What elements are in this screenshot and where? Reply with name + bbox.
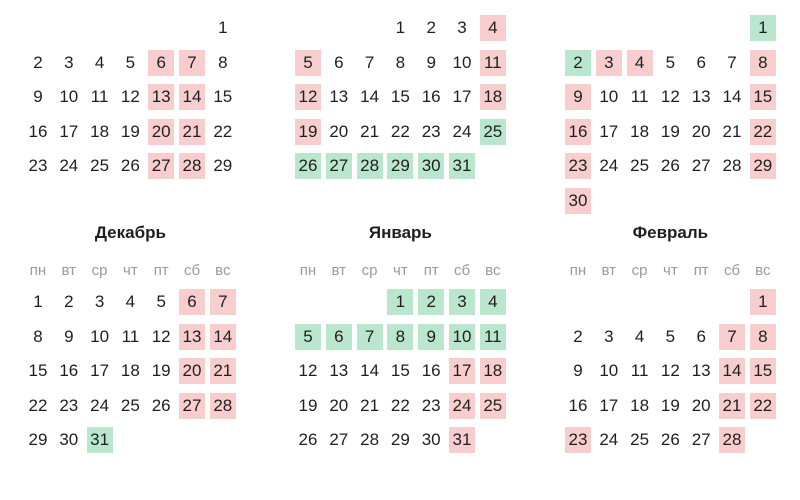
calendar-day: 22 [390,121,410,141]
calendar-day: 27 [691,156,711,175]
calendar-day: 19 [151,361,171,380]
calendar-day: 23 [565,427,591,453]
calendar-day: 2 [573,326,583,346]
calendar-day: 30 [59,430,79,449]
calendar-day: 25 [480,119,506,145]
calendar-day: 6 [334,52,344,72]
calendar-day: 5 [665,326,676,346]
calendar-day: 21 [210,358,236,384]
calendar-day: 21 [360,395,380,415]
calendar-day: 2 [565,50,591,76]
calendar-day: 24 [449,393,475,419]
calendar-day: 1 [33,292,43,311]
calendar-day: 3 [596,50,622,76]
calendar-day: 18 [630,121,650,141]
calendar-day: 13 [179,324,205,350]
weekday-label: ср [91,262,108,279]
calendar-day: 19 [295,119,321,145]
weekday-label: пт [153,262,169,279]
weekday-label: вт [331,262,347,279]
calendar-day: 27 [326,153,352,179]
calendar-day: 27 [329,430,349,449]
calendar-day: 6 [179,289,205,315]
weekday-label: ср [631,262,648,279]
calendar-day: 27 [179,393,205,419]
calendar-day: 22 [750,393,776,419]
weekday-label: пт [693,262,709,279]
calendar-day: 25 [90,156,110,175]
calendar-day: 10 [90,326,110,346]
calendar-day: 20 [329,121,349,141]
calendar-day: 29 [387,153,413,179]
calendar-day: 14 [179,84,205,110]
calendar-day: 12 [660,361,680,380]
calendar-day: 7 [719,324,745,350]
month-title: Декабрь [94,223,166,242]
calendar-day: 29 [750,153,776,179]
calendar-day: 18 [630,395,650,415]
calendar-day: 3 [94,292,105,311]
calendar-day: 12 [295,84,321,110]
calendar-day: 4 [480,289,506,315]
calendar-day: 20 [148,119,174,145]
calendar-day: 1 [750,15,776,41]
weekday-label: ср [361,262,378,279]
calendar-day: 2 [33,52,43,72]
calendar-day: 18 [120,361,140,380]
calendar-day: 24 [599,156,619,175]
calendar-day: 12 [298,361,318,380]
calendar-day: 28 [722,156,742,175]
month-title: Январь [368,223,432,242]
calendar-day: 22 [390,395,410,415]
calendar-day: 5 [295,324,321,350]
calendar-day: 27 [691,430,711,449]
calendar-day: 8 [750,50,776,76]
weekday-label: пн [29,262,47,279]
weekday-label: сб [723,262,741,279]
calendar-day: 10 [59,87,79,106]
calendar-day: 28 [210,393,236,419]
calendar-day: 6 [696,326,706,346]
weekday-label: пн [299,262,317,279]
weekday-label: сб [183,262,201,279]
calendar-day: 21 [722,121,742,141]
calendar-day: 1 [387,289,413,315]
calendar-day: 21 [719,393,745,419]
calendar-day: 5 [156,292,166,311]
calendar-day: 14 [722,87,742,106]
calendar-day: 11 [630,361,649,380]
calendar-day: 4 [627,50,653,76]
calendar-day: 17 [449,358,475,384]
calendar-day: 3 [457,18,467,37]
calendar-day: 30 [421,430,441,449]
calendar-day: 15 [213,87,233,106]
calendar-day: 26 [120,156,140,175]
calendar-day: 20 [691,395,711,415]
calendar-day: 24 [90,395,110,415]
calendar-day: 5 [295,50,321,76]
calendar-day: 9 [33,87,43,106]
calendar-day: 16 [59,361,79,380]
weekday-label: сб [453,262,471,279]
calendar-day: 15 [390,361,410,380]
weekday-label: вт [601,262,617,279]
calendar-day: 28 [357,153,383,179]
calendar-day: 13 [329,361,349,380]
calendar-day: 14 [360,361,380,380]
calendar-day: 7 [210,289,236,315]
calendar-day: 9 [64,326,74,346]
calendar-day: 19 [660,395,680,415]
calendar-day: 1 [218,18,228,37]
calendar-day: 5 [125,52,136,72]
calendar-day: 23 [421,121,441,141]
calendar-day: 16 [565,119,591,145]
calendar-day: 7 [364,52,375,72]
weekday-label: чт [663,262,678,279]
calendar-day: 19 [660,121,680,141]
calendar-day: 8 [33,326,43,346]
calendar-day: 17 [599,395,619,415]
calendar-day: 1 [395,18,406,37]
calendar-day: 2 [426,18,436,37]
calendar-day: 14 [360,87,380,106]
calendar-day: 31 [449,153,475,179]
calendar-day: 6 [148,50,174,76]
calendar-day: 26 [151,395,171,415]
calendar-day: 27 [148,153,174,179]
weekday-label: вт [61,262,77,279]
calendar-day: 8 [750,324,776,350]
calendar-day: 25 [630,156,650,175]
calendar-day: 12 [120,87,140,106]
calendar-day: 4 [125,292,136,311]
calendar-day: 8 [395,52,406,72]
calendar-day: 7 [727,52,737,72]
calendar-day: 2 [418,289,444,315]
calendar-day: 25 [630,430,650,449]
calendar-day: 7 [357,324,383,350]
calendar-day: 10 [452,52,472,72]
calendar-day: 25 [480,393,506,419]
calendar-day: 30 [418,153,444,179]
calendar-day: 9 [426,52,436,72]
calendar-day: 4 [94,52,105,72]
calendar-day: 3 [64,52,74,72]
calendar-day: 22 [28,395,48,415]
weekday-label: чт [393,262,408,279]
calendar-day: 7 [179,50,205,76]
calendar-day: 21 [360,121,380,141]
calendar-day: 10 [599,361,619,380]
calendar-day: 29 [390,430,410,449]
calendar-day: 21 [179,119,205,145]
calendar-day: 17 [452,87,472,106]
calendar-day: 12 [660,87,680,106]
calendar-day: 11 [480,324,506,350]
calendar-day: 20 [329,395,349,415]
calendar-day: 16 [421,361,441,380]
weekday-label: чт [123,262,138,279]
calendar-day: 8 [218,52,228,72]
calendar-day: 30 [565,188,591,214]
calendar-day: 15 [28,361,48,380]
calendar-day: 23 [59,395,79,415]
calendar-day: 26 [660,430,680,449]
calendar-day: 11 [121,326,140,346]
calendar-day: 24 [452,121,472,141]
calendar-day: 16 [28,121,48,141]
calendar-day: 4 [480,15,506,41]
calendar-day: 22 [750,119,776,145]
calendar-day: 11 [90,87,109,106]
calendar-day: 17 [59,121,79,141]
calendar-day: 16 [568,395,588,415]
calendar-day: 23 [565,153,591,179]
calendar-day: 23 [421,395,441,415]
calendar-day: 31 [449,427,475,453]
calendar-day: 12 [151,326,171,346]
calendar-day: 13 [148,84,174,110]
calendar-day: 19 [120,121,140,141]
calendar-day: 4 [634,326,645,346]
calendar-day: 19 [298,395,318,415]
calendar-day: 14 [210,324,236,350]
month-title: Февраль [632,223,709,242]
calendar-day: 25 [120,395,140,415]
calendar-day: 18 [90,121,110,141]
calendar-day: 15 [390,87,410,106]
calendar-day: 9 [418,324,444,350]
calendar-day: 6 [696,52,706,72]
calendar-day: 23 [28,156,48,175]
calendar-day: 17 [90,361,110,380]
calendar-day: 13 [329,87,349,106]
calendar-day: 3 [449,289,475,315]
calendar-day: 28 [179,153,205,179]
calendar-day: 13 [691,87,711,106]
calendar-day: 9 [573,361,583,380]
calendar-day: 24 [59,156,79,175]
weekday-label: вс [215,262,231,279]
calendar-day: 3 [604,326,614,346]
calendar-day: 31 [87,427,113,453]
weekday-label: пт [423,262,439,279]
calendar-day: 29 [28,430,48,449]
calendar-day: 11 [480,50,506,76]
calendar-day: 20 [691,121,711,141]
weekday-label: вс [485,262,501,279]
calendar-day: 11 [630,87,649,106]
calendar-day: 18 [480,358,506,384]
calendar-day: 17 [599,121,619,141]
calendar-day: 20 [179,358,205,384]
calendar-day: 26 [295,153,321,179]
calendar-day: 5 [665,52,676,72]
calendar-day: 24 [599,430,619,449]
calendar-day: 26 [660,156,680,175]
calendar-day: 6 [326,324,352,350]
weekday-label: вс [755,262,771,279]
calendar-day: 26 [298,430,318,449]
weekday-label: пн [569,262,587,279]
calendar-day: 1 [750,289,776,315]
calendar-day: 9 [565,84,591,110]
calendar-day: 8 [387,324,413,350]
calendar-day: 28 [719,427,745,453]
calendar-day: 15 [750,84,776,110]
calendar-day: 13 [691,361,711,380]
calendar-day: 10 [449,324,475,350]
calendar-day: 14 [719,358,745,384]
calendar-day: 10 [599,87,619,106]
calendar-day: 29 [213,156,233,175]
calendar-day: 22 [213,121,233,141]
calendar-day: 28 [360,430,380,449]
calendar-day: 2 [64,292,74,311]
calendar-day: 16 [421,87,441,106]
calendar-day: 18 [480,84,506,110]
calendar-day: 15 [750,358,776,384]
